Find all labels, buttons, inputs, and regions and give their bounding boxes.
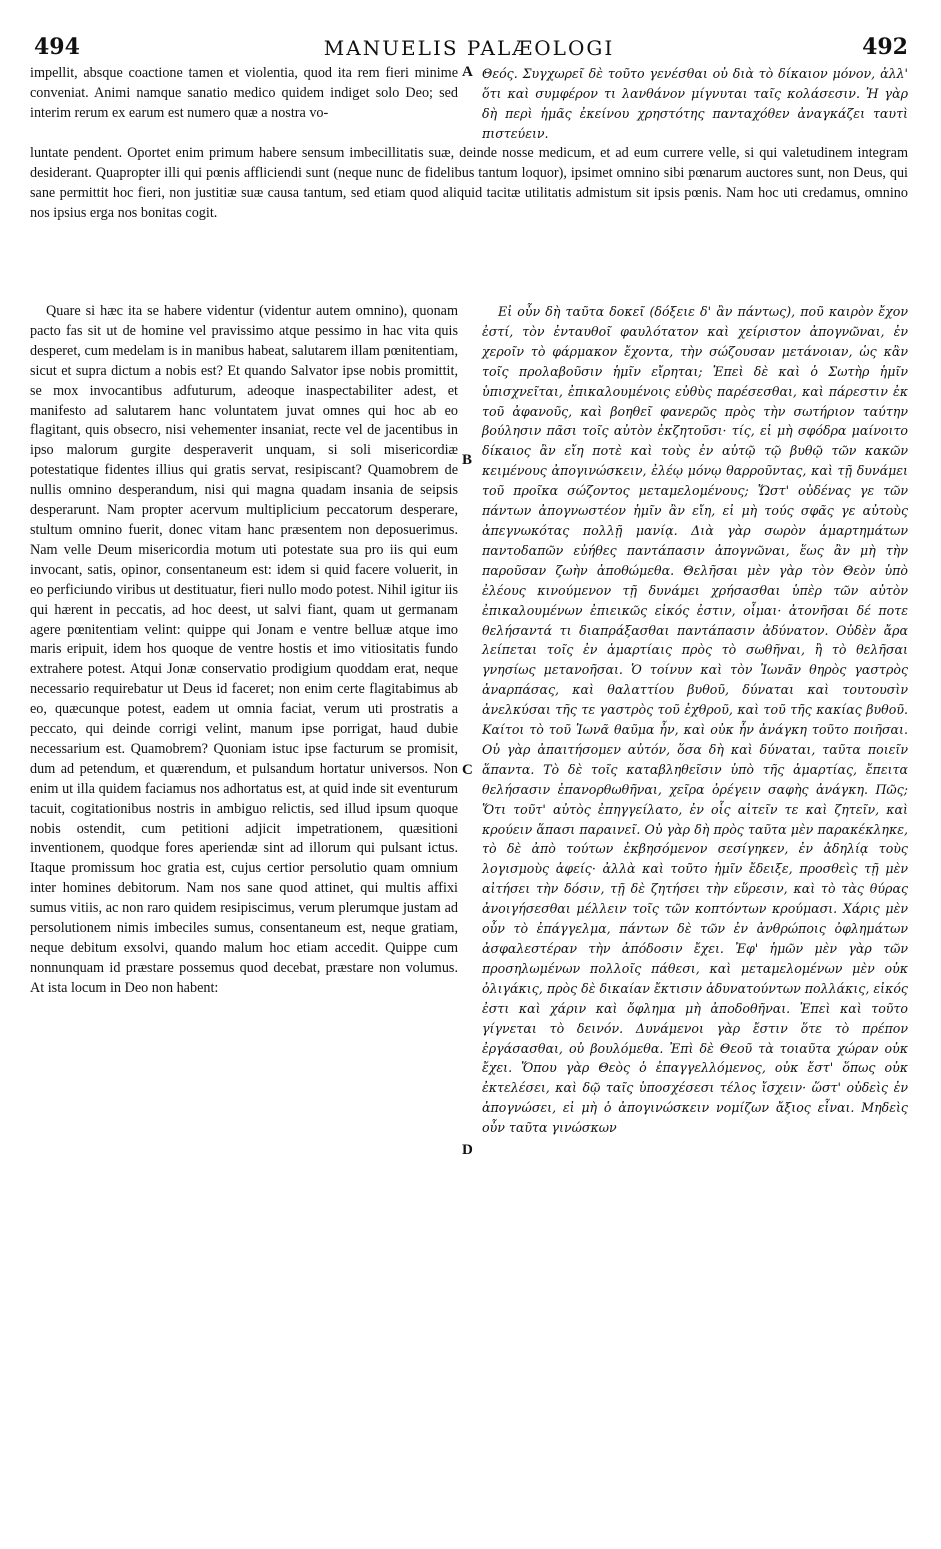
page	[30, 34, 908, 1529]
greek-column-main	[482, 302, 908, 1138]
latin-paragraph: Quare si hæc ita se habere videntur (videntur autem omnino), quonam pacto fas sit ut de homine vel pravissimo atque pessimo in hac vita quis desperet, cum medelam is in manibus habeat, salutarem illam pœnitentiam, sicut et supra dictum a nobis est? Et quando Salvator ipse nobis promittit, se mox invocantibus adfuturum, adeoque inaspectabiliter adest, et manifesto ad salutarem hanc voluntatem juvat omnes qui hoc ab eo flagitant, quis obsecro, nisi vehementer insaniat, recte vel de jacentibus in ipso malorum gurgite desperaverit unquam, si soli misericordiæ potestatique fidentes illius qui gratis servat, resipiscant? Quamobrem de nullis omnino desperandum, nisi qui magna quadam insania de seipsis desperarunt. Nam propter acervum multiplicium peccatorum desperare, stultum omnino fuerit, donec vitam hanc præsentem non deposuerimus. Nam velle Deum misericordia motum uti potestate sua pro iis qui eum invocant, satis, opinor, consentaneum est: idem si quid facere voluerit, in eo perficiundo viribus ut destituatur, fieri nullo modo potest. Nihil igitur iis qui hærent in peccatis, ad hoc deest, ut salvi fiant, quam ut germanam agere pœnitentiam velint: quippe qui Jonam e ventre belluæ atque imo maris eripuit, idem hos quoque de ventre hostis et imo vitiositatis fundo extrahere potest. Atqui Jonæ conservatio prodigium quoddam erat, neque necessario requirebatur ut Deus id faceret; non enim certe flagitabimus ab eo, quæcunque potest, eadem ut omnia faciat, verum uti prostratis a peccato, qui deinde corrigi velint, manum ipse porrigat, haud dubie necessarium est. Quamobrem? Quoniam istuc ipse facturum se promisit, dum ad petendum, et quærendum, et pulsandum hortatur universos. Non enim ut illa quidem faciamus nos adhortatus est, at quid inde sit eventurum tacuit, cogitationibus nostris in ambiguo relictis, sed illud ipsum quoque nobis ostendit, cum petitioni adjicit impetrationem, quæsitioni inventionem, quodque fores aperiendæ sint ad illorum qui pulsant ictus. Itaque promissum hoc gratia est, cujus certior persolutio quam omnium inter homines debitorum. Nam nos sane quod attinet, qui multis affixi sumus vitiis, ac non raro quidem resipiscimus, verum plerumque justam ad persolutionem nimis imbeciles sumus, consentaneum est, neque gratiam, neque debitum exsolvi, quando malum hoc etiam accedit. Quippe cum nonnunquam id præstare possemus quod decebat, præstare non volumus. At ista locum in Deo non habent:	[30, 303, 458, 996]
main-section	[30, 302, 908, 1492]
page-number-left: 494	[34, 34, 80, 60]
latin-column-top	[30, 64, 458, 124]
latin-column-main	[30, 302, 458, 999]
latin-paragraph: impellit, absque coactione tamen et violentia, quod ita rem fieri minime conveniat. Animi namque sanatio medico quidem indiget solo Deo; sed interim rerum ex earum est numero quæ a nostra vo-	[30, 65, 458, 121]
greek-paragraph: Θεός. Συγχωρεῖ δὲ τοῦτο γενέσθαι οὐ διὰ τὸ δίκαιον μόνον, ἀλλ' ὅτι καὶ συμφέρον τι λανθάνον μίγνυται ταῖς κολάσεσιν. Ἡ γὰρ δὴ περὶ ἡμᾶς ἐκείνου χρηστότης πανταχόθεν ἀναγκάζει ταυτὶ πιστεύειν.	[482, 66, 908, 141]
greek-paragraph: Εἰ οὖν δὴ ταῦτα δοκεῖ (δόξειε δ' ἂν πάντως), ποῦ καιρὸν ἔχον ἐστί, τὸν ἐνταυθοῖ φαυλότατον καὶ χείριστον ἀπογνῶναι, ἐν χεροῖν τὸ φάρμακον ἔχοντα, τὴν σώζουσαν μετάνοιαν, ὡς κἂν τοῖς προλαβοῦσιν ἡμῖν εἴρηται; Ἐπεὶ δὲ καὶ ὁ Σωτὴρ ἡμῖν ὑπισχνεῖται, ἐπικαλουμένοις εὐθὺς παρέσεσθαι, καὶ πάρεστιν ἐκ τοῦ ἀφανοῦς, καὶ βοηθεῖ φανερῶς πρὸς τὴν σωτήριον ταύτην βούλησιν πᾶσι τοῖς αὐτὸν ἐκζητοῦσι· τίς, εἰ μὴ σφόδρα μαίνοιτο δίκαιος ἂν εἴη ποτὲ καὶ τοὺς ἐν αὐτῷ τῷ βυθῷ τῶν κακῶν κειμένους ἀπογινώσκειν, ἐλέῳ μόνῳ θαρροῦντας, καὶ τῇ δυνάμει τοῦ προῖκα σώζοντος μεταμελομένους; Ὥστ' οὐδένας γε τῶν πάντων ἀπογνωστέον ἡμῖν ἂν εἴη, εἰ μὴ τούς σφᾶς γε αὐτοὺς ἀπεγνωκότας πολλῇ μανίᾳ. Διὰ γὰρ σωρὸν ἁμαρτημάτων παντοδαπῶν εὐήθες παντάπασιν ἀπογνῶναι, ἕως ἂν μὴ τὴν παροῦσαν ζωὴν ἀποθώμεθα. Θελῆσαι μὲν γὰρ τὸν Θεὸν ὑπὸ ἐλέους κινούμενον τῇ δυνάμει χρήσασθαι ὑπὲρ τῶν αὐτὸν ἐπικαλουμένων ἐπιεικῶς εἰκός ἐστιν, οἶμαι· ἀτονῆσαι δέ ποτε θελήσαντά τι διαπράξασθαι παντάπασιν ἀδύνατον. Οὐδὲν ἄρα λείπεται τοῖς ἐν ἁμαρτίαις πρὸς τὸ σωθῆναι, ἢ τὸ θελῆσαι γνησίως μετανοῆσαι. Ὁ τοίνυν καὶ τὸν Ἰωνᾶν θηρὸς γαστρὸς ἀναρπάσας, καὶ θαλαττίου βυθοῦ, δύναται καὶ τουτουσὶν ἀνελκύσαι τῆς τε γαστρὸς τοῦ ἐχθροῦ, καὶ τοῦ τῆς κακίας βυθοῦ. Καίτοι τὸ τοῦ Ἰωνᾶ θαῦμα ἦν, καὶ οὐκ ἦν ἀνάγκη τοῦτο ποιῆσαι. Οὐ γὰρ ἀπαιτήσομεν αὐτόν, ὅσα δὴ καὶ δύναται, ταῦτα ποιεῖν ἅπαντα. Τὸ δὲ τοῖς καταβληθεῖσιν ὑπὸ τῆς ἁμαρτίας, ἔπειτα θελήσασιν ἐπανορθωθῆναι, χεῖρα ὀρέγειν σαφὴς ἀνάγκη. Πῶς; Ὅτι τοῦτ' αὐτὸς ἐπηγγείλατο, ἐν οἷς αἰτεῖν τε καὶ ζητεῖν, καὶ κρούειν ἅπασι παραινεῖ. Οὐ γὰρ δὴ πρὸς ταῦτα μὲν παρακέκληκε, τὸ δὲ ἀπὸ τούτων ἐκβησόμενον σεσίγηκεν, ἐν ἀδηλίᾳ τοὺς λογισμοὺς ἀφείς· ἀλλὰ καὶ τοῦτο ἡμῖν ἔδειξε, προσθεὶς τῇ μὲν αἰτήσει τὴν δόσιν, τῇ δὲ ζητήσει τὴν εὕρεσιν, καὶ τὸ τὰς θύρας ἀνοιγήσεσθαι μέλλειν τοῖς τῶν κοπτόντων κρούμασι. Χάρις μὲν οὖν τὸ ἐπάγγελμα, πάντων δὲ τῶν ἐν ἀνθρώποις ὀφλημάτων ἀσφαλεστέραν τὴν ἀπόδοσιν ἔχει. Ἐφ' ἡμῶν μὲν γὰρ τῶν προσηλωμένων πολλοῖς πάθεσι, καὶ μεταμελομένων μὲν οὐκ ὀλιγάκις, πρὸς δὲ δικαίαν ἔκτισιν ἀδυνατούντων πολλάκις, εἰκός ἐστι καὶ χάριν καὶ ὄφλημα μὴ ἀποδοθῆναι. Ἐπεὶ καὶ τοῦτο γίγνεται τὸ δεινόν. Δυνάμενοι γὰρ ἔστιν ὅτε τὸ πρέπον ἐργάσασθαι, οὐ βουλόμεθα. Ἐπὶ δὲ Θεοῦ τὰ τοιαῦτα χώραν οὐκ ἔχει. Ὅπου γὰρ Θεὸς ὁ ἐπαγγελλόμενος, οὐκ ἔστ' ὅπως οὐκ ἐκτελέσει, καὶ δῷ ταῖς ὑποσχέσεσι τέλος ἴσχειν· ὥστ' οὐδεὶς ἐν ἀπογνώσει, εἰ μὴ ὁ ἀπογινώσκειν νομίζων ἄξιος εἶναι. Μηδεὶς οὖν ταῦτα γινώσκων	[482, 304, 908, 1136]
wide-paragraph: luntate pendent. Oportet enim primum habere sensum imbecillitatis suæ, deinde nosse medicum, et ad eum currere velle, si qui valetudinem integram desiderant. Quapropter illi qui pœnis affliciendi sunt (neque nunc de fidelibus tantum loquor), ipsimet omnino sibi pœnarum auctores sunt, non Deus, qui sane permittit hoc fieri, non justitiæ suæ causa tantum, sed etiam quod aliquid tacitæ utilitatis admistum sit ipsis pœnis. Nam hoc uti credamus, omnino nos ipsius erga nos bonitas cogit.	[30, 145, 908, 221]
section-marker-d: D	[462, 1142, 473, 1158]
page-number-right: 492	[862, 34, 908, 60]
section-marker-b: B	[462, 452, 473, 468]
greek-column-top	[482, 64, 908, 144]
top-section	[30, 64, 908, 144]
running-header	[30, 34, 908, 64]
running-title: MANUELIS PALÆOLOGI	[323, 36, 615, 60]
section-marker-a: A	[462, 64, 473, 80]
section-marker-c: C	[462, 762, 473, 778]
wide-section	[30, 144, 908, 302]
